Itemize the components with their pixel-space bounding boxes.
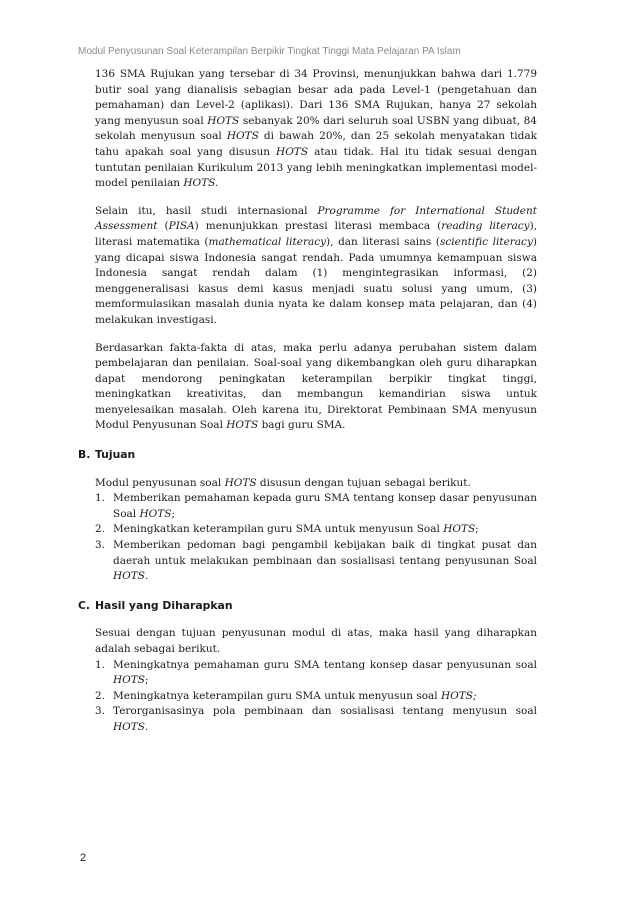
text-run: . [144,570,149,583]
section-c-list [95,658,537,736]
italic-text: HOTS [113,720,145,733]
list-item-text [113,704,537,735]
text-run: 136 SMA Rujukan yang tersebar di 34 Provinsi, menunjukkan bahwa dari 1.779 butir soal yang dianalisis sebagian besar ada pada Level-1 (pengetahuan dan pemahaman) dan Level-2 (aplikasi). Dari 136 SMA Rujukan, hanya 27 sekolah yang menyusun soal [95,68,537,127]
italic-text: scientific literacy [439,235,533,248]
list-item [95,658,537,689]
text-run: ), literasi matematika ( [95,220,538,248]
text-run: Berdasarkan fakta-fakta di atas, maka perlu adanya perubahan sistem dalam pembelajaran dan penilaian. Soal-soal yang dikembangkan oleh guru diharapkan dapat mendorong peningkatan keterampilan berpikir tingkat tinggi, meningkatkan kreativitas, dan membangun kemandirian siswa untuk menyelesaikan masalah. Oleh karena itu, Direktorat Pembinaan SMA menyusun Modul Penyusunan Soal [95,341,537,432]
list-item-number: 3. [95,539,106,552]
list-item-number: 3. [95,705,106,718]
text-run: Selain itu, hasil studi internasional [95,204,318,217]
italic-text: PISA [168,220,195,233]
text-run: ; [475,523,479,536]
intro-paragraph-3 [95,341,537,435]
intro-paragraph-2 [95,204,537,329]
text-run: sebanyak 20% dari seluruh soal USBN yang dibuat, 84 sekolah menyusun soal [95,114,537,143]
text-run: Terorganisasinya pola pembinaan dan sosialisasi tentang menyusun soal [113,705,537,718]
italic-text: HOTS [226,130,259,143]
section-b-heading [78,447,537,463]
list-item-text [113,689,537,705]
text-run: Meningkatnya keterampilan guru SMA untuk menyusun soal [113,689,441,702]
list-item [95,704,537,735]
text-run: ; [171,507,175,520]
italic-text: HOTS [113,570,145,583]
text-run: ( [157,220,169,233]
text-run: disusun dengan tujuan sebagai berikut. [256,476,471,489]
text-run: Memberikan pedoman bagi pengambil kebijakan baik di tingkat pusat dan daerah untuk melakukan pembinaan dan sosialisasi tentang penyusunan Soal [113,539,537,567]
list-item [95,689,537,705]
list-item-text [113,538,537,585]
text-run: ) menunjukkan prestasi literasi membaca ( [194,220,442,233]
text-run: ) yang dicapai siswa Indonesia sangat rendah. Pada umumnya kemampuan siswa Indonesia sangat rendah dalam (1) mengintegrasikan informasi, (2) menggeneralisasi kasus demi kasus menjadi suatu solusi yang umum, (3) memformulasikan masalah dunia nyata ke dalam konsep mata pelajaran, dan (4) melakukan investigasi. [95,235,537,326]
list-item-text [113,522,537,538]
page-number: 2 [80,852,87,864]
list-item [95,522,537,538]
text-run: Meningkatnya pemahaman guru SMA tentang konsep dasar penyusunan soal [113,658,537,671]
list-item-number: 1. [95,658,106,671]
list-item [95,538,537,585]
italic-text: HOTS [443,523,476,536]
section-c-title: Hasil yang Diharapkan [95,598,233,612]
section-c-lead [95,626,537,657]
text-run: ; [144,674,149,687]
text-run: Meningkatkan keterampilan guru SMA untuk menyusun Soal [113,523,444,536]
italic-text: reading literacy [441,220,530,233]
list-item-text [113,491,537,522]
text-run: Modul penyusunan soal [95,476,225,489]
italic-text: HOTS [226,419,259,432]
text-run: bagi guru SMA. [258,419,346,432]
italic-text: Programme for International Student Assessment [95,204,537,233]
italic-text: HOTS. [183,177,219,190]
italic-text: HOTS [139,507,172,520]
text-run: Memberikan pemahaman kepada guru SMA tentang konsep dasar penyusunan Soal [113,492,537,520]
section-c-letter: C. [78,598,91,612]
section-b-title: Tujuan [95,448,136,462]
list-item-number: 2. [95,689,106,702]
list-item-number: 1. [95,492,106,505]
section-b-lead [95,476,537,492]
section-b-list [95,491,537,585]
text-run: Sesuai dengan tujuan penyusunan modul di atas, maka hasil yang diharapkan adalah sebagai berikut. [95,627,537,655]
italic-text: mathematical literacy [208,235,327,248]
text-run: atau tidak. Hal itu tidak sesuai dengan tuntutan penilaian Kurikulum 2013 yang lebih meningkatkan implementasi model-model penilaian [95,145,537,190]
running-header: Modul Penyusunan Soal Keterampilan Berpikir Tingkat Tinggi Mata Pelajaran PA Islam [78,46,461,57]
section-c-heading [78,598,537,614]
section-b-letter: B. [78,448,91,462]
italic-text: HOTS [224,476,257,489]
list-item [95,491,537,522]
text-run: . [144,720,149,733]
italic-text: HOTS [207,114,240,127]
italic-text: HOTS; [440,689,477,702]
intro-paragraph-1 [95,67,537,192]
list-item-number: 2. [95,523,106,536]
list-item-text [113,658,537,689]
italic-text: HOTS [276,145,309,158]
text-run: di bawah 20%, dan 25 sekolah menyatakan tidak tahu apakah soal yang disusun [95,130,537,158]
italic-text: HOTS [113,674,145,687]
document-body [78,67,538,748]
text-run: ), dan literasi sains ( [326,235,440,248]
